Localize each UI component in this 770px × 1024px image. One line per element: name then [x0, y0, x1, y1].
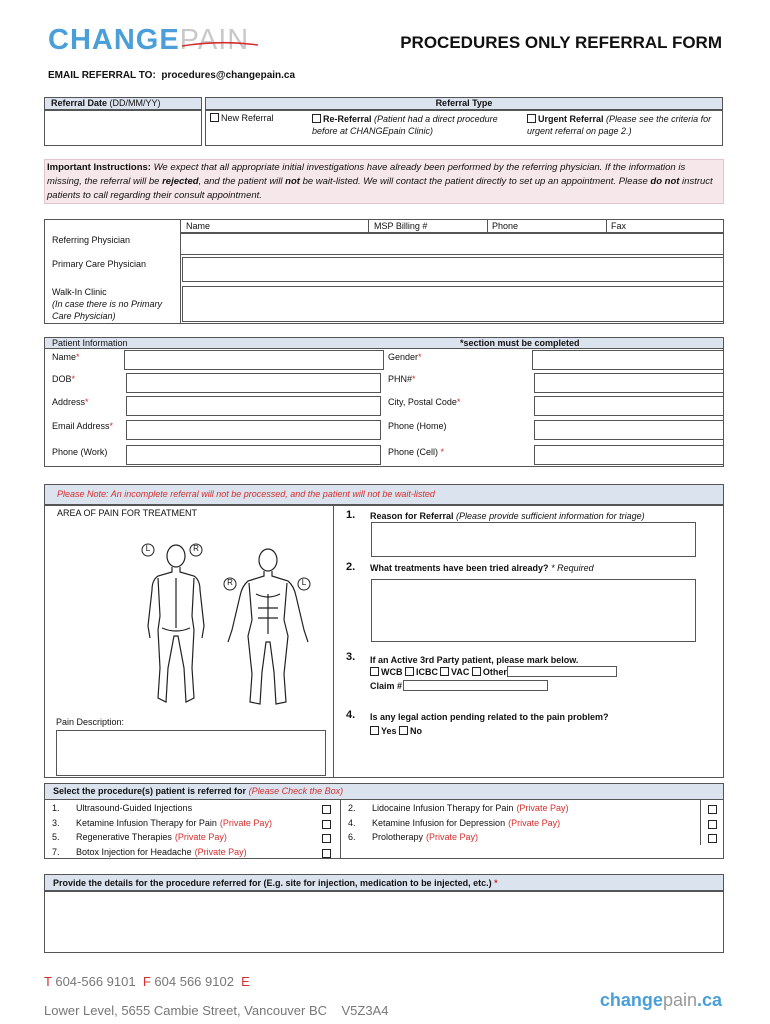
primary-care-label: Primary Care Physician — [52, 259, 147, 269]
phone-cell-label: Phone (Cell) * — [388, 447, 445, 457]
procedure-checkbox[interactable] — [322, 849, 331, 858]
footer-email-marker[interactable]: E — [241, 974, 250, 989]
procedure-checkbox[interactable] — [708, 820, 717, 829]
patient-header — [44, 337, 724, 349]
q4-options: Yes No — [370, 726, 422, 736]
col-divider — [606, 219, 607, 233]
q2-input[interactable] — [371, 579, 696, 642]
procedure-number: 6. — [348, 832, 356, 842]
items_right-row — [348, 832, 718, 847]
form-title: PROCEDURES ONLY REFERRAL FORM — [400, 33, 722, 52]
procedure-name: Ketamine Infusion Therapy for Pain — [76, 817, 217, 828]
phone-work-input[interactable] — [126, 445, 381, 465]
procedure-name: Botox Injection for Headache — [76, 846, 192, 857]
footer-phone[interactable]: 604-566 9101 — [55, 974, 136, 989]
city-input[interactable] — [534, 396, 724, 416]
gender-input[interactable] — [532, 350, 724, 370]
phone-home-label: Phone (Home) — [388, 421, 447, 431]
referring-physician-name[interactable] — [180, 233, 724, 255]
primary-care-name[interactable] — [182, 257, 724, 282]
walkin-label: Walk-In Clinic (In case there is no Primary Care Physician) — [52, 287, 163, 321]
procedure-name: Prolotherapy — [372, 832, 424, 842]
col-divider — [368, 219, 369, 233]
procedure-checkbox[interactable] — [708, 834, 717, 843]
procedure-private-pay: (Private Pay) — [174, 832, 227, 842]
q1-label: Reason for Referral (Please provide sufficient information for triage) — [370, 511, 645, 521]
phone-cell-input[interactable] — [534, 445, 724, 465]
items-row — [52, 832, 337, 847]
patient-info-label: Patient Information — [52, 338, 128, 348]
gender-label: Gender* — [388, 352, 422, 362]
address-input[interactable] — [126, 396, 381, 416]
items_right-row — [348, 818, 718, 833]
other-input[interactable] — [507, 666, 617, 677]
col-fax-header: Fax — [611, 221, 627, 231]
details-header: Provide the details for the procedure referred for (E.g. site for injection, medication to be injected, etc.) * — [44, 874, 724, 891]
q1-input[interactable] — [371, 522, 696, 557]
procedure-checkbox[interactable] — [322, 820, 331, 829]
procedure-name: Ultrasound-Guided Injections — [76, 803, 193, 813]
patient-name-input[interactable] — [124, 350, 384, 370]
procedure-private-pay: (Private Pay) — [219, 817, 272, 828]
dob-label: DOB* — [52, 374, 76, 384]
email-address-label: Email Address* — [52, 421, 114, 431]
email-address-input[interactable] — [126, 420, 381, 440]
procedure-number: 7. — [52, 846, 60, 857]
q4-number: 4. — [346, 709, 356, 721]
referral-date-input[interactable] — [44, 110, 202, 146]
body-front-right-marker: R — [227, 578, 233, 587]
items-row — [52, 803, 337, 818]
procedure-private-pay: (Private Pay) — [516, 803, 569, 813]
city-label: City, Postal Code* — [388, 397, 461, 407]
procedure-number: 5. — [52, 832, 60, 842]
referral-date-header: Referral Date (DD/MM/YY) — [44, 97, 202, 110]
claim-label: Claim # — [370, 681, 403, 691]
body-diagram-icon[interactable] — [128, 538, 338, 710]
new-referral-option[interactable]: New Referral — [210, 113, 274, 123]
important-instructions: Important Instructions: We expect that all appropriate initial investigations have already been performed by the referring physician. If the information is missing, the referral will be rejected, and the patient will not be wait-listed. We will contact the patient directly to set up an appointment. Please do not instruct patients to call regarding their consult appointment. — [44, 159, 724, 204]
procedure-name: Ketamine Infusion for Depression — [372, 817, 506, 828]
procedure-private-pay: (Private Pay) — [426, 832, 479, 842]
footer-brand: changepain.ca — [599, 990, 722, 1010]
email-value[interactable]: procedures@changepain.ca — [161, 70, 296, 81]
email-label: EMAIL REFERRAL TO: — [48, 70, 156, 81]
items-row — [52, 818, 337, 833]
re-referral-checkbox[interactable] — [312, 114, 321, 123]
pain-description-input[interactable] — [56, 730, 326, 776]
re-referral-option[interactable]: Re-Referral (Patient had a direct procedure before at CHANGEpain Clinic) — [312, 114, 498, 136]
q3-options: WCB ICBC VAC Other — [370, 667, 507, 677]
phone-work-label: Phone (Work) — [52, 447, 108, 457]
phn-label: PHN#* — [388, 374, 416, 384]
urgent-referral-checkbox[interactable] — [527, 114, 536, 123]
q2-label: What treatments have been tried already? * Required — [370, 563, 594, 573]
procedure-number: 1. — [52, 803, 60, 813]
dob-input[interactable] — [126, 373, 381, 393]
urgent-referral-option[interactable]: Urgent Referral (Please see the criteria for urgent referral on page 2.) — [527, 114, 712, 136]
q4-label: Is any legal action pending related to the pain problem? — [370, 712, 609, 722]
body-front-left-marker: L — [301, 578, 307, 587]
wcb-checkbox[interactable] — [370, 667, 379, 676]
col-phone-header: Phone — [492, 221, 519, 231]
icbc-checkbox[interactable] — [405, 667, 414, 676]
q2-number: 2. — [346, 561, 356, 573]
footer-contact: T 604-566 9101 F 604 566 9102 E — [44, 974, 250, 989]
q3-number: 3. — [346, 651, 356, 663]
procedure-checkbox[interactable] — [322, 834, 331, 843]
procedure-number: 2. — [348, 803, 356, 813]
procedure-private-pay: (Private Pay) — [508, 817, 561, 828]
procedure-name: Lidocaine Infusion Therapy for Pain — [372, 803, 514, 813]
col-divider — [487, 219, 488, 233]
required-note: *section must be completed — [460, 338, 580, 348]
legal-no-checkbox[interactable] — [399, 726, 408, 735]
new-referral-checkbox[interactable] — [210, 113, 219, 122]
referring-physician-label: Referring Physician — [52, 235, 131, 245]
q1-number: 1. — [346, 509, 356, 521]
area-of-pain-label: AREA OF PAIN FOR TREATMENT — [57, 508, 198, 518]
logo-pain-text: PAIN — [179, 24, 250, 56]
logo-change-text: CHANGE — [48, 24, 180, 56]
footer-fax: 604 566 9102 — [154, 974, 234, 989]
procedure-name: Regenerative Therapies — [76, 832, 172, 842]
procedure-number: 4. — [348, 817, 356, 828]
body-back-right-marker: R — [193, 544, 199, 553]
address-label: Address* — [52, 397, 89, 407]
phn-input[interactable] — [534, 373, 724, 393]
procedures-left-list — [52, 803, 337, 861]
phone-home-input[interactable] — [534, 420, 724, 440]
walkin-name[interactable] — [182, 286, 724, 322]
pain-description-label: Pain Description: — [56, 717, 125, 727]
other-checkbox[interactable] — [472, 667, 481, 676]
procedures-divider — [340, 800, 341, 859]
patient-name-label: Name* — [52, 352, 80, 362]
details-input[interactable] — [44, 891, 724, 953]
claim-input[interactable] — [403, 680, 548, 691]
procedure-checkbox[interactable] — [708, 805, 717, 814]
email-line — [48, 70, 295, 81]
incomplete-note: Please Note: An incomplete referral will not be processed, and the patient will not be wait-listed — [44, 484, 724, 505]
vac-checkbox[interactable] — [440, 667, 449, 676]
q3-label: If an Active 3rd Party patient, please mark below. — [370, 655, 579, 665]
logo-swoosh-icon — [180, 38, 260, 50]
col-msp-header: MSP Billing # — [374, 221, 428, 231]
col-name-header: Name — [186, 221, 211, 231]
procedure-private-pay: (Private Pay) — [194, 846, 247, 857]
procedure-checkbox[interactable] — [322, 805, 331, 814]
items-row — [52, 847, 337, 862]
procedures-header: Select the procedure(s) patient is referred for (Please Check the Box) — [44, 783, 724, 800]
items_right-row — [348, 803, 718, 818]
legal-yes-checkbox[interactable] — [370, 726, 379, 735]
referral-type-header: Referral Type — [205, 97, 723, 110]
procedure-number: 3. — [52, 817, 60, 828]
footer-address: Lower Level, 5655 Cambie Street, Vancouver BC V5Z3A4 — [44, 1003, 389, 1018]
procedures-right-list — [348, 803, 718, 847]
body-back-left-marker: L — [145, 544, 151, 553]
